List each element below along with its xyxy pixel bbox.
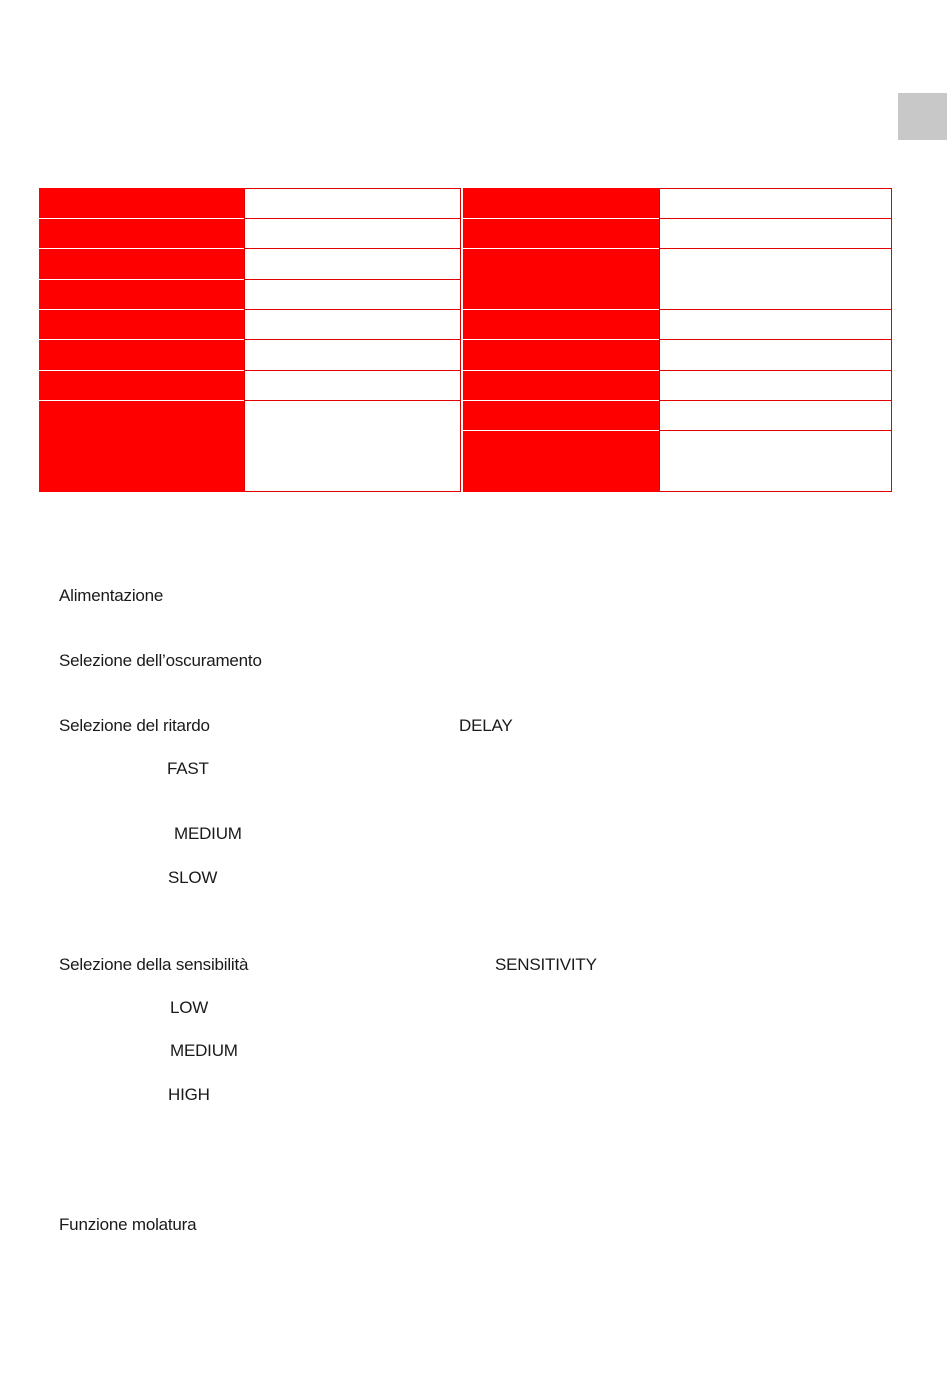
delay-option-fast: FAST (167, 759, 209, 778)
spec-label-cell (463, 219, 659, 248)
heading-molatura: Funzione molatura (59, 1215, 197, 1234)
spec-label-cell (39, 188, 244, 218)
delay-control-label: DELAY (459, 716, 513, 735)
spec-value-cell (659, 309, 892, 340)
spec-value-cell (659, 218, 892, 249)
spec-value-cell (244, 339, 461, 371)
sensitivity-option-medium: MEDIUM (170, 1041, 238, 1060)
spec-value-cell (659, 248, 892, 310)
spec-table (39, 188, 892, 492)
heading-ritardo: Selezione del ritardo (59, 716, 210, 735)
heading-oscuramento: Selezione dell’oscuramento (59, 651, 262, 670)
spec-label-cell (463, 431, 659, 492)
spec-label-cell (39, 371, 244, 400)
spec-value-cell (244, 248, 461, 280)
spec-value-cell (659, 430, 892, 492)
spec-label-cell (463, 371, 659, 400)
delay-option-slow: SLOW (168, 868, 218, 887)
spec-value-cell (659, 370, 892, 401)
spec-label-cell (463, 249, 659, 309)
spec-value-cell (244, 279, 461, 310)
spec-value-cell (244, 309, 461, 340)
delay-option-medium: MEDIUM (174, 824, 242, 843)
spec-label-cell (39, 219, 244, 248)
spec-label-cell (39, 280, 244, 309)
page-corner-tab (898, 93, 947, 140)
spec-value-cell (659, 188, 892, 219)
spec-label-cell (39, 340, 244, 370)
sensitivity-option-high: HIGH (168, 1085, 210, 1104)
spec-label-cell (463, 401, 659, 430)
heading-sensibilita: Selezione della sensibilità (59, 955, 249, 974)
heading-alimentazione: Alimentazione (59, 586, 164, 605)
spec-value-cell (244, 188, 461, 219)
spec-value-cell (659, 400, 892, 431)
spec-label-cell (463, 340, 659, 370)
spec-label-cell (463, 188, 659, 218)
spec-value-cell (244, 370, 461, 401)
spec-value-cell (244, 218, 461, 249)
spec-value-cell (244, 400, 461, 492)
spec-label-cell (39, 310, 244, 339)
spec-label-cell (39, 249, 244, 279)
spec-label-cell (39, 401, 244, 492)
sensitivity-option-low: LOW (170, 998, 209, 1017)
sensitivity-control-label: SENSITIVITY (495, 955, 597, 974)
spec-label-cell (463, 310, 659, 339)
spec-value-cell (659, 339, 892, 371)
